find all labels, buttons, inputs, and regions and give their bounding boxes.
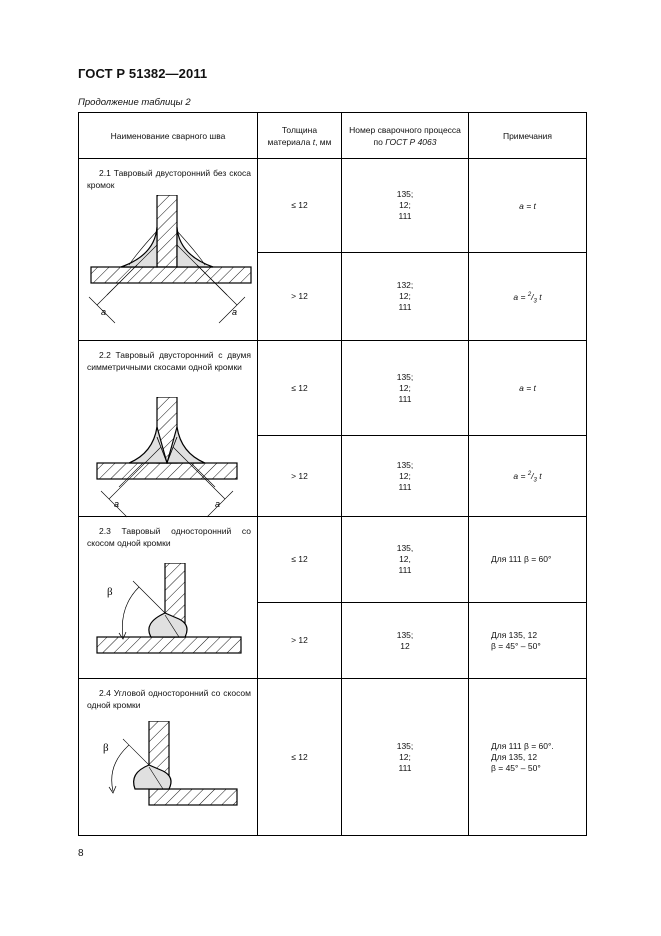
weld-name: 2.4 Угловой односторонний со скосом одной кромки [87, 688, 251, 710]
thickness-cell: ≤ 12 [258, 679, 342, 836]
note-cell: a = t [469, 159, 587, 253]
thickness-cell: ≤ 12 [258, 517, 342, 603]
thickness-cell: ≤ 12 [258, 159, 342, 253]
table-header-row [79, 113, 587, 159]
fig-label-a-right: a [232, 307, 238, 317]
weld-table [78, 112, 587, 836]
process-cell: 132; 12; 111 [342, 253, 469, 341]
table-row [79, 517, 587, 603]
fig-label-beta: β [107, 586, 113, 598]
weld-2-2-cell [79, 341, 258, 517]
process-cell: 135; 12 [342, 603, 469, 679]
process-cell: 135; 12; 111 [342, 436, 469, 517]
process-cell: 135; 12; 111 [342, 679, 469, 836]
process-cell: 135; 12; 111 [342, 159, 469, 253]
note-cell: Для 111 β = 60° [469, 517, 587, 603]
note-cell: $a = ^2/_3$ t [469, 436, 587, 517]
table-caption: Продолжение таблицы 2 [78, 97, 191, 108]
note-cell: $a = ^2/_3$ t [469, 253, 587, 341]
header-thickness: Толщина материала t, мм [258, 113, 342, 159]
thickness-cell: ≤ 12 [258, 341, 342, 436]
note-cell: Для 111 β = 60°. Для 135, 12 β = 45° – 50° [469, 679, 587, 836]
weld-name: 2.3 Тавровый односторонний со скосом одной кромки [87, 526, 251, 548]
process-cell: 135, 12, 111 [342, 517, 469, 603]
page-number: 8 [78, 848, 84, 859]
document-title: ГОСТ Р 51382—2011 [78, 66, 208, 81]
table-row [79, 341, 587, 436]
weld-name: 2.2 Тавровый двусторонний с двумя симметричными скосами одной кромки [87, 350, 251, 372]
weld-2-1-cell [79, 159, 258, 341]
fig-label-a-left: a [101, 307, 107, 317]
fig-label-a-right: a [215, 499, 221, 509]
note-cell: a = t [469, 341, 587, 436]
process-cell: 135; 12; 111 [342, 341, 469, 436]
weld-2-3-figure [79, 563, 258, 673]
header-name: Наименование сварного шва [79, 113, 258, 159]
weld-name: 2.1 Тавровый двусторонний без скоса кромок [87, 168, 251, 190]
weld-2-1-figure [79, 195, 258, 335]
fig-label-a-left: a [114, 499, 120, 509]
thickness-cell: > 12 [258, 436, 342, 517]
fig-label-beta: β [103, 742, 109, 754]
table-row [79, 679, 587, 836]
weld-2-3-cell [79, 517, 258, 679]
header-process: Номер сварочного процесса по ГОСТ Р 4063 [342, 113, 469, 159]
weld-2-4-figure [79, 721, 258, 821]
thickness-cell: > 12 [258, 253, 342, 341]
table-row [79, 159, 587, 253]
header-notes: Примечания [469, 113, 587, 159]
weld-2-4-cell [79, 679, 258, 836]
note-cell: Для 135, 12 β = 45° – 50° [469, 603, 587, 679]
weld-2-2-figure [79, 397, 258, 527]
thickness-cell: > 12 [258, 603, 342, 679]
